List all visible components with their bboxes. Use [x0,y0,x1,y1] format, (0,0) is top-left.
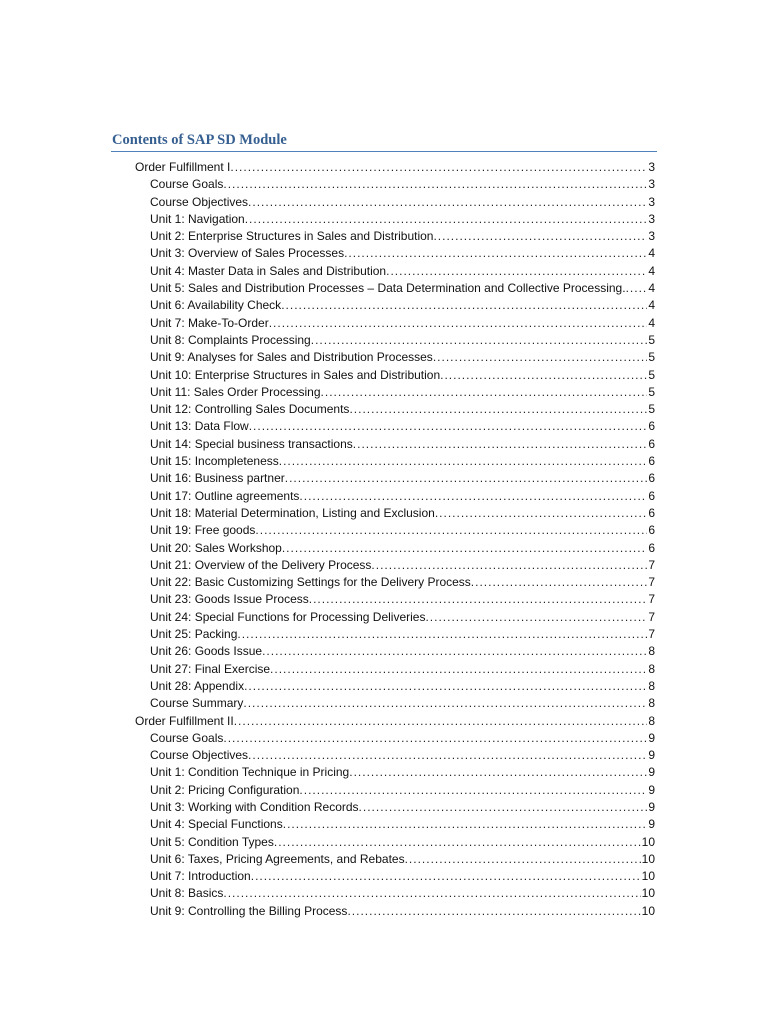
toc-dot-leader [285,470,648,487]
toc-title: Contents of SAP SD Module [112,132,287,148]
toc-page-number: 7 [648,557,655,572]
toc-entry-label: Unit 7: Make-To-Order [150,315,269,330]
toc-page-number: 5 [648,350,655,365]
toc-page-number: 6 [648,540,655,555]
toc-entry[interactable] [0,401,655,418]
toc-dot-leader [245,211,648,228]
toc-dot-leader [626,280,648,297]
toc-entry-label: Unit 5: Sales and Distribution Processes – Data Determination and Collective Processing. [150,281,626,296]
toc-page-number: 9 [648,817,655,832]
toc-dot-leader [230,159,647,176]
toc-entry-label: Unit 28: Appendix [150,678,245,693]
toc-page-number: 6 [648,436,655,451]
toc-entry[interactable] [0,868,655,885]
toc-page-number: 9 [648,730,655,745]
toc-entry[interactable] [0,574,655,591]
toc-entry[interactable] [0,297,655,314]
toc-entry[interactable] [0,816,655,833]
toc-entry[interactable] [0,626,655,643]
toc-page-number: 6 [648,505,655,520]
toc-page-number: 3 [648,229,655,244]
toc-entry-label: Unit 24: Special Functions for Processing Deliveries [150,609,426,624]
toc-entry-label: Course Summary [150,696,244,711]
toc-entry-label: Unit 2: Enterprise Structures in Sales and Distribution [150,229,434,244]
toc-entry-label: Unit 4: Special Functions [150,817,283,832]
toc-entry[interactable] [0,522,655,539]
toc-entry-label: Unit 8: Complaints Processing [150,332,311,347]
toc-page-number: 4 [648,298,655,313]
toc-entry-label: Unit 10: Enterprise Structures in Sales and Distribution [150,367,441,382]
toc-entry[interactable] [0,609,655,626]
toc-entry-label: Unit 20: Sales Workshop [150,540,282,555]
toc-entry[interactable] [0,367,655,384]
toc-entry[interactable] [0,661,655,678]
toc-dot-leader [311,332,648,349]
toc-dot-leader [386,263,647,280]
toc-page-number: 4 [648,263,655,278]
toc-page-number: 10 [641,851,655,866]
toc-dot-leader [248,747,647,764]
toc-page-number: 10 [641,834,655,849]
toc-dot-leader [244,678,647,695]
toc-dot-leader [309,591,648,608]
toc-page-number: 6 [648,471,655,486]
toc-entry[interactable] [0,903,655,920]
toc-dot-leader [433,349,648,366]
toc-dot-leader [249,418,648,435]
toc-dot-leader [321,384,648,401]
toc-dot-leader [283,816,648,833]
toc-dot-leader [223,176,647,193]
toc-page-number: 6 [648,419,655,434]
toc-dot-leader [405,851,641,868]
toc-entry-label: Unit 6: Taxes, Pricing Agreements, and Rebates [150,851,405,866]
toc-page-number: 7 [648,609,655,624]
toc-entry[interactable] [0,349,655,366]
toc-page-number: 10 [641,886,655,901]
toc-page-number: 9 [648,765,655,780]
toc-page-number: 5 [648,367,655,382]
toc-dot-leader [237,626,647,643]
toc-dot-leader [440,367,647,384]
toc-entry-label: Unit 15: Incompleteness [150,454,279,469]
toc-entry[interactable] [0,799,655,816]
toc-dot-leader [223,885,640,902]
toc-page-number: 8 [648,661,655,676]
toc-entry-label: Order Fulfillment I [135,160,231,174]
toc-dot-leader [243,695,647,712]
toc-entry-label: Unit 9: Controlling the Billing Process [150,903,348,918]
toc-entry-label: Unit 27: Final Exercise [150,661,271,676]
toc-entry[interactable] [0,228,655,245]
toc-page-number: 4 [648,246,655,261]
toc-entry[interactable] [0,885,655,902]
toc-entry-label: Unit 12: Controlling Sales Documents [150,402,350,417]
toc-dot-leader [234,713,648,730]
toc-dot-leader [282,540,647,557]
toc-dot-leader [251,868,641,885]
toc-entry-label: Unit 2: Pricing Configuration [150,782,300,797]
toc-dot-leader [471,574,648,591]
toc-entry[interactable] [0,764,655,781]
toc-entry-label: Course Goals [150,730,224,745]
toc-entry[interactable] [0,540,655,557]
toc-dot-leader [299,782,647,799]
toc-page-number: 7 [648,575,655,590]
toc-entry[interactable] [0,505,655,522]
toc-entry-label: Unit 14: Special business transactions [150,436,353,451]
toc-page-number: 3 [648,211,655,226]
toc-entry-label: Unit 7: Introduction [150,869,251,884]
toc-dot-leader [269,315,648,332]
toc-entry-label: Unit 18: Material Determination, Listing and Exclusion [150,505,435,520]
toc-entry-label: Unit 8: Basics [150,886,224,901]
toc-page-number: 9 [648,782,655,797]
toc-page-number: 9 [648,748,655,763]
toc-entry[interactable] [0,176,655,193]
toc-entry-label: Unit 5: Condition Types [150,834,274,849]
toc-entry-label: Unit 4: Master Data in Sales and Distribution [150,263,387,278]
toc-page-number: 10 [641,869,655,884]
toc-entry-label: Course Objectives [150,194,249,209]
toc-page-number: 7 [648,592,655,607]
toc-entry-label: Unit 17: Outline agreements [150,488,300,503]
toc-entry-label: Unit 26: Goods Issue [150,644,263,659]
toc-entry-label: Unit 6: Availability Check [150,298,282,313]
toc-entry[interactable] [0,384,655,401]
toc-entry[interactable] [0,332,655,349]
toc-dot-leader [270,661,647,678]
toc-dot-leader [279,453,648,470]
toc-entry-label: Unit 11: Sales Order Processing [150,384,321,399]
toc-dot-leader [344,245,647,262]
toc-page-number: 9 [648,799,655,814]
toc-dot-leader [349,401,647,418]
toc-page-number: 8 [648,644,655,659]
toc-section-entry[interactable] [0,159,655,176]
toc-entry[interactable] [0,782,655,799]
toc-dot-leader [371,557,647,574]
toc-entry-label: Unit 9: Analyses for Sales and Distribution Processes [150,350,433,365]
toc-dot-leader [353,436,648,453]
toc-entry[interactable] [0,453,655,470]
toc-page-number: 8 [648,696,655,711]
toc-dot-leader [435,505,648,522]
toc-dot-leader [425,609,647,626]
toc-dot-leader [347,903,640,920]
toc-page-number: 3 [648,177,655,192]
toc-entry-label: Unit 3: Working with Condition Records [150,799,359,814]
title-underline [111,151,657,152]
toc-dot-leader [359,799,648,816]
toc-page-number: 3 [648,160,655,174]
toc-dot-leader [281,297,647,314]
toc-entry-label: Course Objectives [150,748,249,763]
toc-entry[interactable] [0,695,655,712]
toc-entry-label: Unit 1: Navigation [150,211,245,226]
toc-entry[interactable] [0,211,655,228]
toc-page-number: 6 [648,454,655,469]
toc-page-number: 8 [648,713,655,728]
toc-entry[interactable] [0,747,655,764]
toc-dot-leader [248,194,647,211]
toc-entry-label: Unit 25: Packing [150,627,238,642]
toc-dot-leader [255,522,647,539]
toc-entry[interactable] [0,315,655,332]
toc-entry[interactable] [0,280,655,297]
toc-entry[interactable] [0,436,655,453]
toc-section-entry[interactable] [0,713,655,730]
toc-entry[interactable] [0,591,655,608]
toc-entry-label: Unit 19: Free goods [150,523,256,538]
toc-dot-leader [433,228,647,245]
toc-page-number: 5 [648,384,655,399]
toc-entry-label: Unit 3: Overview of Sales Processes [150,246,345,261]
toc-page-number: 5 [648,402,655,417]
toc-entry-label: Unit 23: Goods Issue Process [150,592,309,607]
toc-entry[interactable] [0,643,655,660]
toc-entry[interactable] [0,245,655,262]
toc-page-number: 6 [648,523,655,538]
toc-page-number: 7 [648,627,655,642]
toc-entry[interactable] [0,263,655,280]
toc-entry-label: Unit 21: Overview of the Delivery Process [150,557,372,572]
toc-entry[interactable] [0,851,655,868]
toc-entry[interactable] [0,557,655,574]
toc-entry[interactable] [0,418,655,435]
toc-entry[interactable] [0,488,655,505]
toc-dot-leader [349,764,647,781]
toc-entry-label: Order Fulfillment II [135,713,234,728]
toc-list [0,159,768,920]
toc-entry[interactable] [0,678,655,695]
toc-page-number: 10 [641,903,655,918]
toc-entry-label: Unit 16: Business partner [150,471,285,486]
toc-entry-label: Unit 22: Basic Customizing Settings for the Delivery Process [150,575,471,590]
toc-dot-leader [262,643,647,660]
toc-page-number: 5 [648,332,655,347]
toc-entry-label: Course Goals [150,177,224,192]
toc-page-number: 4 [648,281,655,296]
toc-entry-label: Unit 1: Condition Technique in Pricing [150,765,350,780]
toc-dot-leader [274,834,641,851]
toc-entry[interactable] [0,730,655,747]
toc-dot-leader [299,488,647,505]
toc-page-number: 8 [648,678,655,693]
toc-entry[interactable] [0,194,655,211]
toc-page-number: 3 [648,194,655,209]
toc-entry[interactable] [0,470,655,487]
toc-page-number: 4 [648,315,655,330]
toc-page-number: 6 [648,488,655,503]
toc-dot-leader [223,730,647,747]
toc-entry[interactable] [0,834,655,851]
toc-entry-label: Unit 13: Data Flow [150,419,249,434]
